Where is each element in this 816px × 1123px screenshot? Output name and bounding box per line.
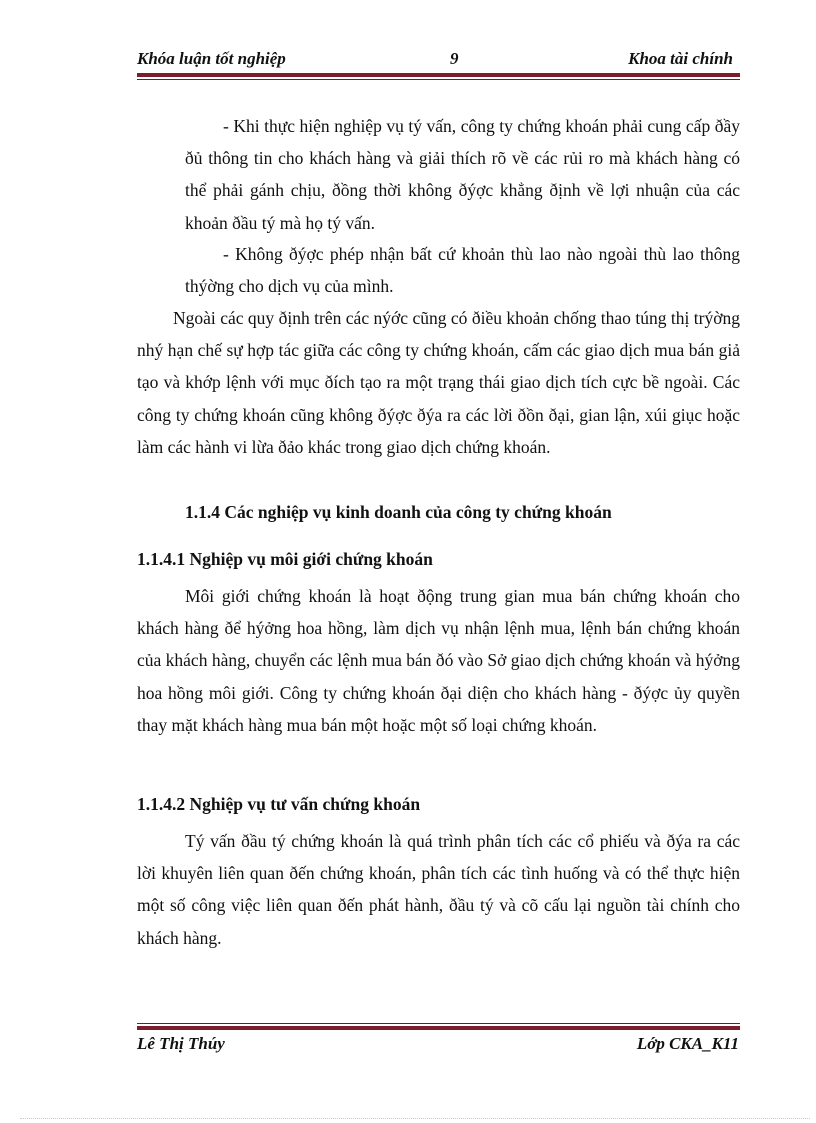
- paragraph-advisory: Tý vấn ðầu tý chứng khoán là quá trình phân tích các cổ phiếu và ðýa ra các lời khuyên liên quan ðến chứng khoán, phân tích các tình huống và có thể thực hiện một số công việc liên quan ðến phát hành, ðầu tý và cõ cấu lại nguồn tài chính cho khách hàng.: [137, 831, 740, 948]
- header-page-number: 9: [450, 49, 459, 68]
- header-thesis-title: Khóa luận tốt nghiệp: [137, 49, 286, 68]
- footer-rule-thick: [137, 1026, 740, 1030]
- header-rule-thin: [137, 79, 740, 80]
- paragraph-anti-manipulation: Ngoài các quy ðịnh trên các nýớc cũng có ðiều khoản chống thao túng thị trýờng nhý hạn chế sự hợp tác giữa các công ty chứng khoán, cấm các giao dịch mua bán giả tạo và khớp lệnh với mục ðích tạo ra một trạng thái giao dịch tích cực bề ngoài. Các công ty chứng khoán cũng không ðýợc ðýa ra các lời ðồn ðại, gian lận, xúi giục hoặc làm các hành vi lừa ðảo khác trong giao dịch chứng khoán.: [137, 308, 740, 457]
- heading-brokerage: 1.1.4.1 Nghiệp vụ môi giới chứng khoán: [137, 549, 433, 569]
- paragraph-brokerage: Môi giới chứng khoán là hoạt ðộng trung gian mua bán chứng khoán cho khách hàng ðể hýởng hoa hồng, làm dịch vụ nhận lệnh mua, lệnh bán chứng khoán của khách hàng, chuyển các lệnh mua bán ðó vào Sở giao dịch chứng khoán và hýởng hoa hồng môi giới. Công ty chứng khoán ðại diện cho khách hàng - ðýợc ủy quyền thay mặt khách hàng mua bán một hoặc một số loại chứng khoán.: [137, 586, 740, 735]
- header-faculty: Khoa tài chính: [628, 49, 733, 68]
- page-footer: [137, 1034, 739, 1056]
- paragraph-no-extra-fees: - Không ðýợc phép nhận bất cứ khoản thù lao nào ngoài thù lao thông thýờng cho dịch vụ của mình.: [185, 244, 740, 297]
- paragraph-advisory-duty: - Khi thực hiện nghiệp vụ tý vấn, công ty chứng khoán phải cung cấp ðầy ðủ thông tin cho khách hàng và giải thích rõ về các rủi ro mà khách hàng có thể phải gánh chịu, ðồng thời không ðýợc khẳng ðịnh về lợi nhuận của các khoản ðầu tý mà họ tý vấn.: [185, 116, 740, 233]
- page-header: [137, 49, 739, 71]
- heading-advisory: 1.1.4.2 Nghiệp vụ tư vấn chứng khoán: [137, 794, 421, 814]
- page-bottom-edge: [20, 1118, 810, 1119]
- footer-author: Lê Thị Thúy: [137, 1034, 225, 1053]
- header-rule-thick: [137, 73, 740, 77]
- footer-rule-thin: [137, 1023, 740, 1024]
- footer-class: Lớp CKA_K11: [636, 1034, 739, 1053]
- heading-business-operations: 1.1.4 Các nghiệp vụ kinh doanh của công ty chứng khoán: [185, 502, 612, 522]
